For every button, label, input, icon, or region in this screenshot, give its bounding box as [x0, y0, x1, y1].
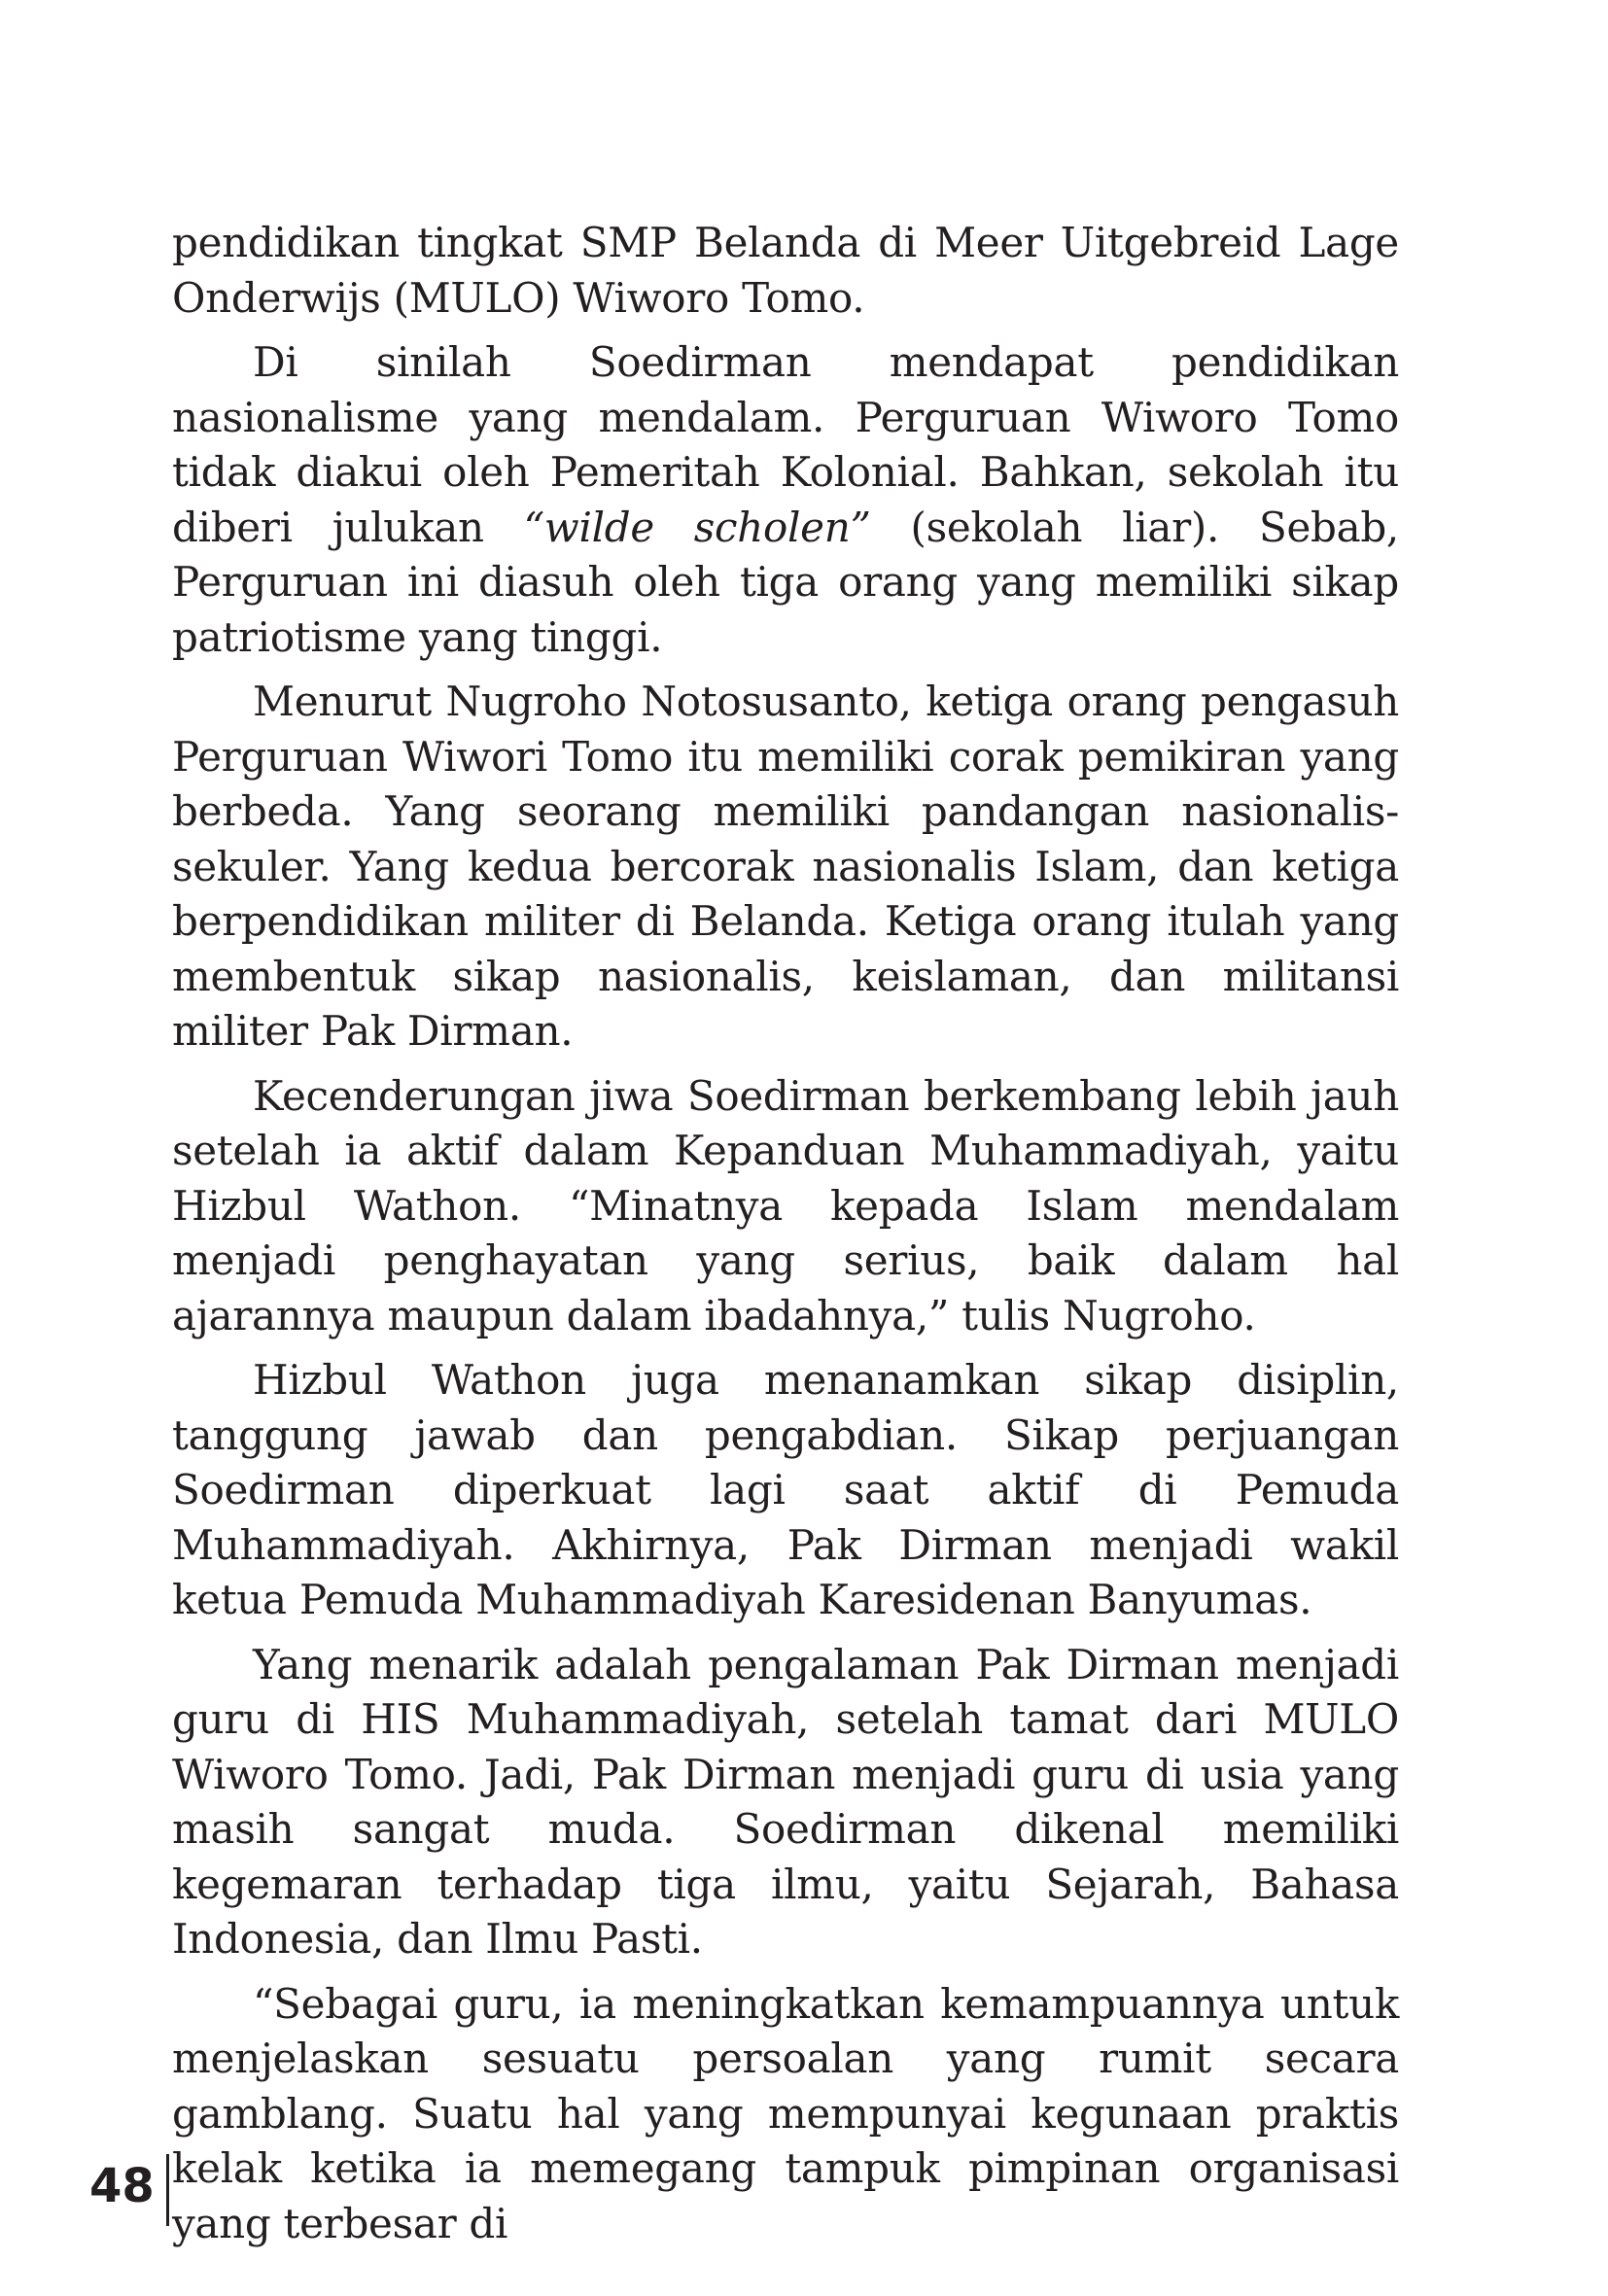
paragraph-5-text: Hizbul Wathon juga menanamkan sikap disiplin, tanggung jawab dan pengabdian. Sikap perjuangan Soedirman diperkuat lagi saat aktif di Pemuda Muhammadiyah. Akhirnya, Pak Dirman menjadi wakil ketua Pemuda Muhammadiyah Karesidenan Banyumas. — [172, 1356, 1399, 1623]
paragraph-7-text: “Sebagai guru, ia meningkatkan kemampuannya untuk menjelaskan sesuatu persoalan yang rumit secara gamblang. Suatu hal yang mempunyai kegunaan praktis kelak ketika ia memegang tampuk pimpinan organisasi yang terbesar di — [172, 1979, 1399, 2247]
paragraph-3-text: Menurut Nugroho Notosusanto, ketiga orang pengasuh Perguruan Wiwori Tomo itu memiliki corak pemikiran yang berbeda. Yang seorang memiliki pandangan nasionalis-sekuler. Yang kedua bercorak nasionalis Islam, dan ketiga berpendidikan militer di Belanda. Ketiga orang itulah yang membentuk sikap nasionalis, keislaman, dan militansi militer Pak Dirman. — [172, 678, 1399, 1055]
paragraph-2-italic-term: “wilde scholen” — [523, 503, 871, 551]
body-text — [172, 216, 1399, 2261]
paragraph-2 — [172, 335, 1399, 665]
paragraph-5 — [172, 1353, 1399, 1628]
paragraph-7 — [172, 1977, 1399, 2252]
paragraph-6 — [172, 1638, 1399, 1967]
paragraph-6-text: Yang menarik adalah pengalaman Pak Dirman menjadi guru di HIS Muhammadiyah, setelah tamat dari MULO Wiworo Tomo. Jadi, Pak Dirman menjadi guru di usia yang masih sangat muda. Soedirman dikenal memiliki kegemaran terhadap tiga ilmu, yaitu Sejarah, Bahasa Indonesia, dan Ilmu Pasti. — [172, 1640, 1399, 1963]
paragraph-3 — [172, 675, 1399, 1060]
paragraph-1 — [172, 216, 1399, 326]
paragraph-4 — [172, 1069, 1399, 1344]
paragraph-1-text: pendidikan tingkat SMP Belanda di Meer Uitgebreid Lage Onderwijs (MULO) Wiworo Tomo. — [172, 219, 1399, 322]
paragraph-4-text: Kecenderungan jiwa Soedirman berkembang lebih jauh setelah ia aktif dalam Kepanduan Muhammadiyah, yaitu Hizbul Wathon. “Minatnya kepada Islam mendalam menjadi penghayatan yang serius, baik dalam hal ajarannya maupun dalam ibadahnya,” tulis Nugroho. — [172, 1071, 1399, 1339]
page-number: 48 — [89, 2159, 155, 2213]
paragraph-2-text-a: Di sinilah Soedirman mendapat pendidikan nasionalisme yang mendalam. Perguruan Wiworo Tomo tidak diakui oleh Pemeritah Kolonial. Bahkan, sekolah itu diberi julukan — [172, 338, 1399, 551]
paragraph-2-text-b: (sekolah liar). Sebab, Perguruan ini diasuh oleh tiga orang yang memiliki sikap patriotisme yang tinggi. — [172, 503, 1399, 661]
page-number-divider — [166, 2154, 169, 2226]
